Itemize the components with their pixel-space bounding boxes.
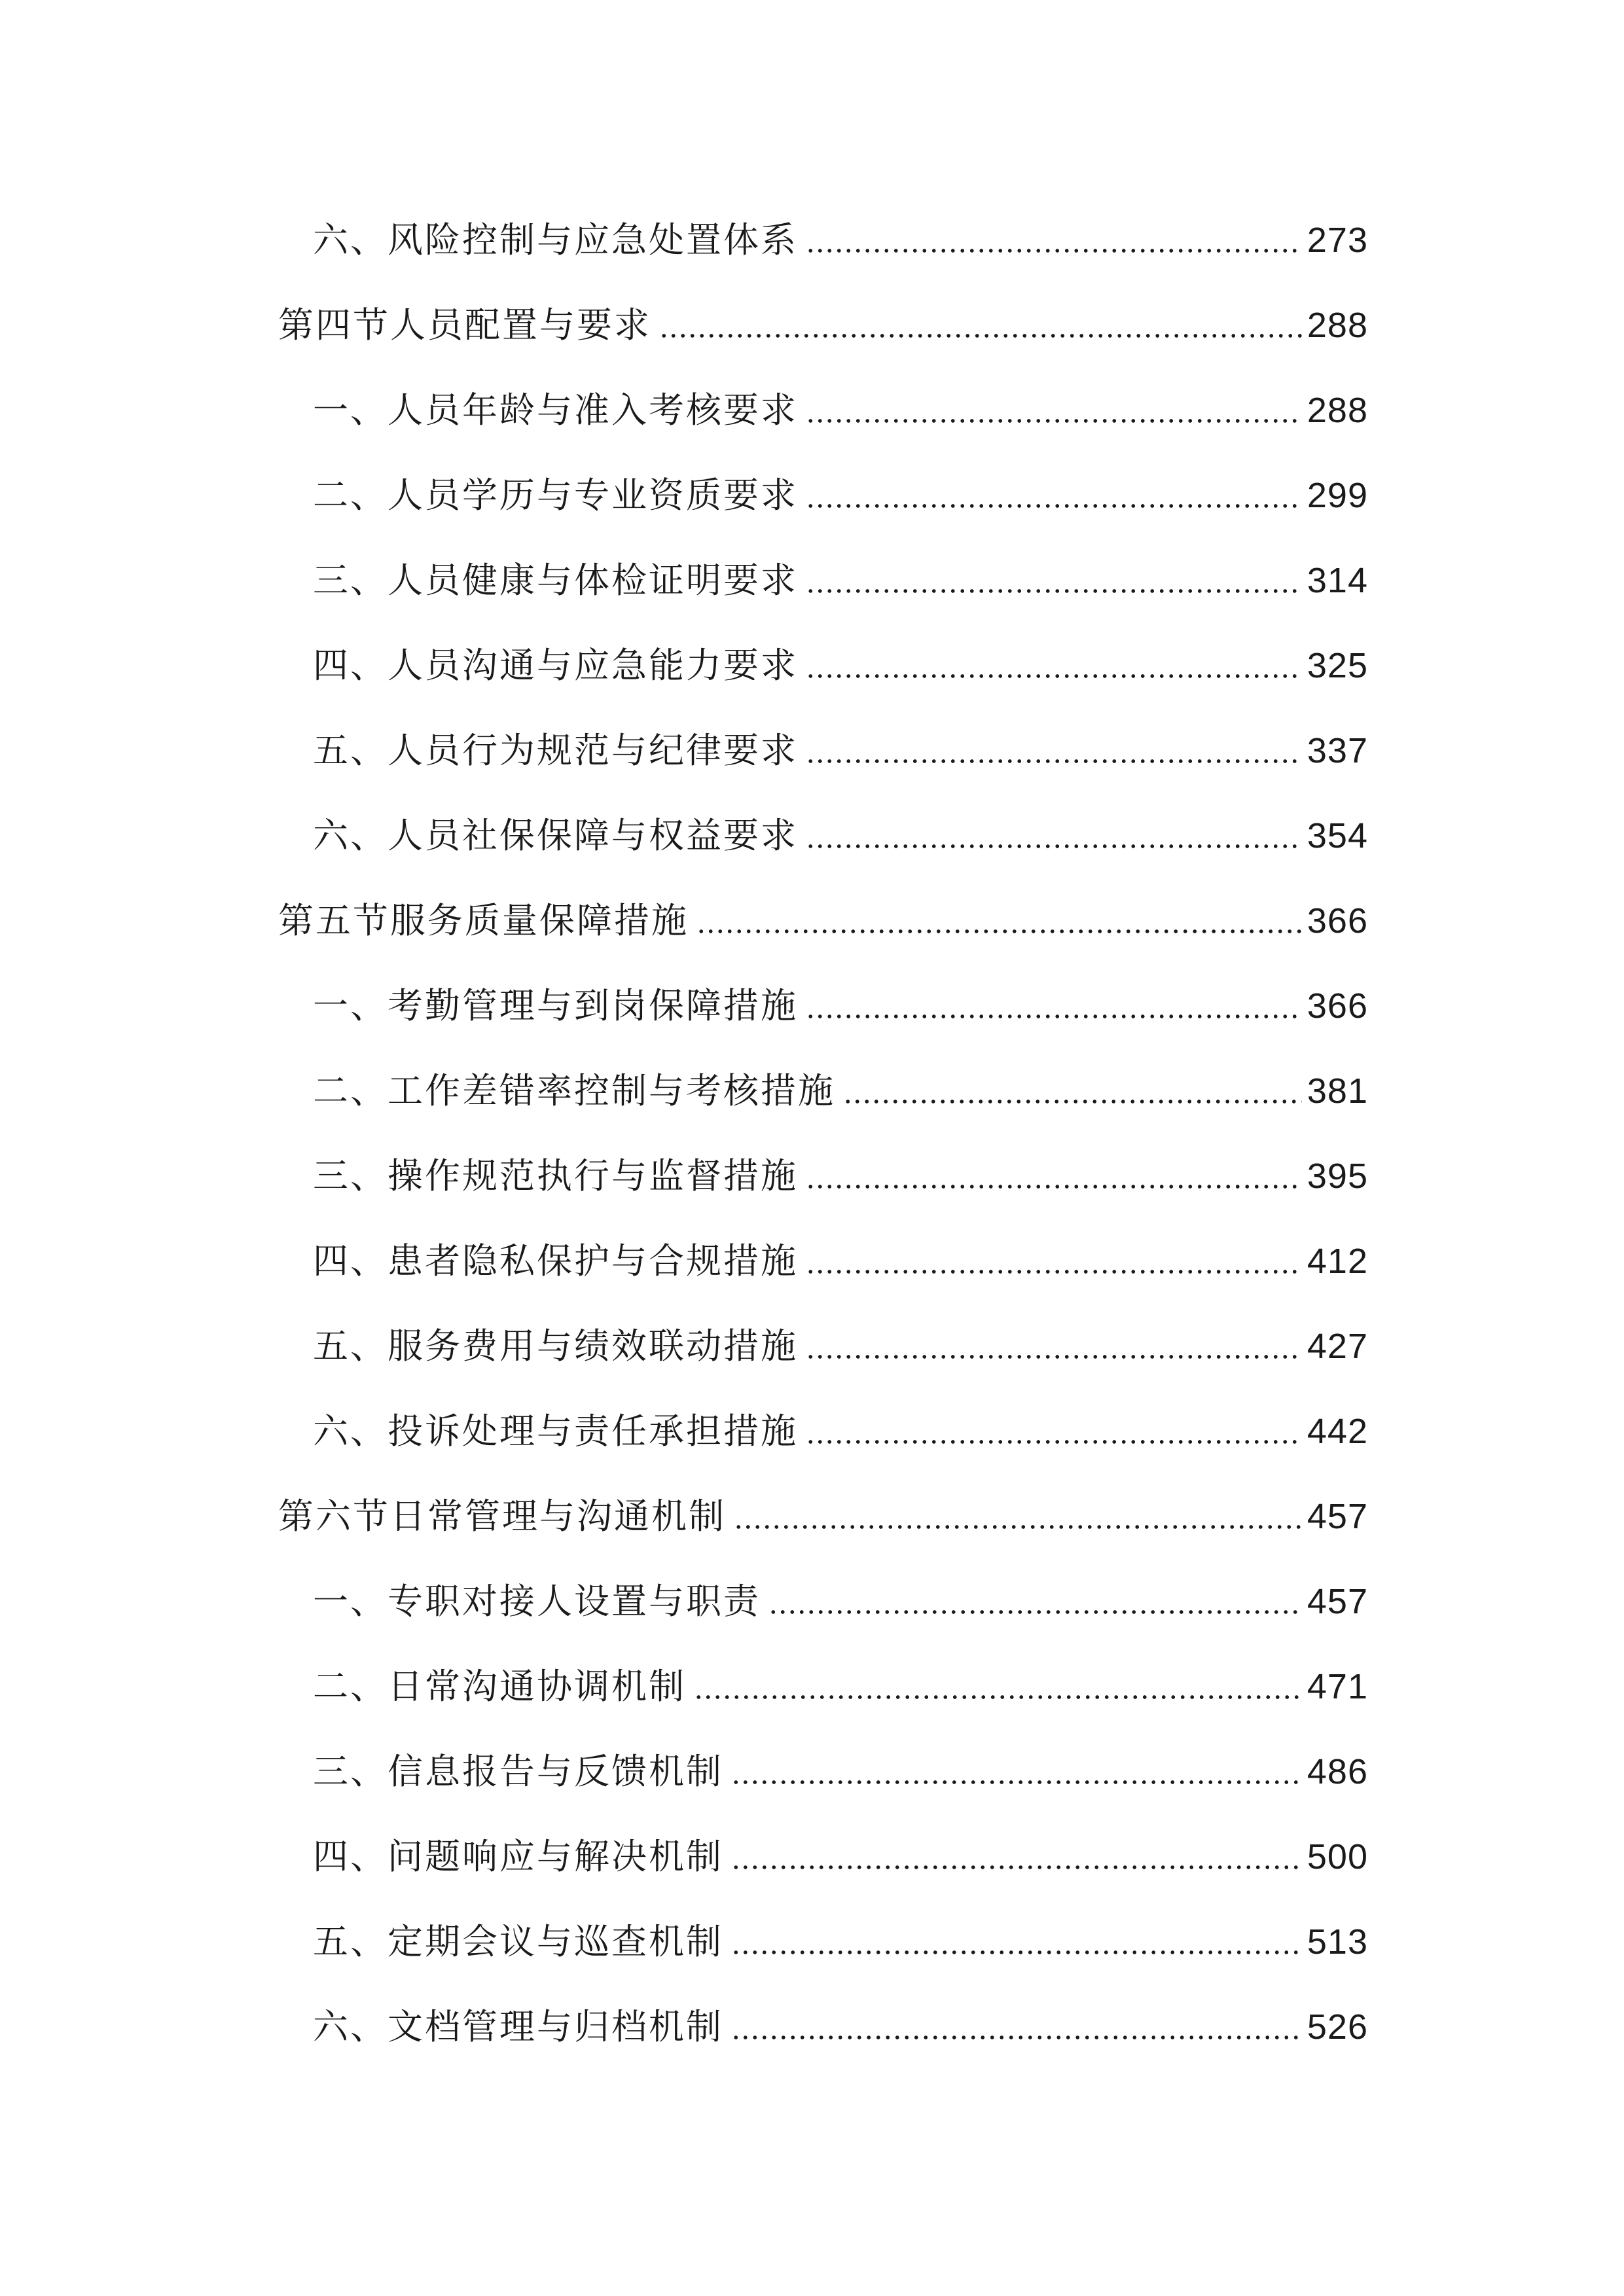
toc-entry-title: 六、投诉处理与责任承担措施 (313, 1410, 798, 1452)
toc-entry-title: 六、文档管理与归档机制 (313, 2006, 723, 2047)
toc-entry-title: 二、工作差错率控制与考核措施 (313, 1070, 835, 1111)
toc-entry-title: 第四节人员配置与要求 (278, 304, 651, 346)
toc-entry-page: 354 (1307, 816, 1368, 855)
toc-entry[interactable] (313, 1314, 1368, 1379)
toc-entry[interactable] (313, 1229, 1368, 1294)
toc-dot-leader (806, 502, 1302, 510)
toc-entry-title: 一、专职对接人设置与职责 (313, 1581, 761, 1622)
toc-entry[interactable] (313, 1569, 1368, 1634)
toc-entry-page: 381 (1307, 1071, 1368, 1111)
toc-entry-page: 314 (1307, 561, 1368, 600)
toc-entry[interactable] (313, 633, 1368, 698)
toc-entry-title: 三、操作规范执行与监督措施 (313, 1155, 798, 1196)
toc-entry[interactable] (313, 378, 1368, 443)
toc-dot-leader (806, 1183, 1302, 1191)
toc-entry-page: 366 (1307, 986, 1368, 1026)
toc-entry-title: 六、人员社保保障与权益要求 (313, 815, 798, 856)
toc-entry[interactable] (313, 1654, 1368, 1719)
toc-dot-leader (694, 1693, 1302, 1701)
toc-entry-title: 第六节日常管理与沟通机制 (278, 1496, 726, 1537)
toc-dot-leader (696, 927, 1302, 935)
toc-entry-page: 486 (1307, 1752, 1368, 1791)
toc-entry-title: 六、风险控制与应急处置体系 (313, 219, 798, 260)
toc-entry[interactable] (313, 207, 1368, 273)
toc-entry-page: 366 (1307, 901, 1368, 941)
toc-entry-page: 299 (1307, 476, 1368, 515)
toc-entry[interactable] (313, 803, 1368, 869)
toc-entry-title: 四、患者隐私保护与合规措施 (313, 1240, 798, 1282)
toc-entry[interactable] (313, 1399, 1368, 1464)
toc-entry[interactable] (313, 1909, 1368, 1975)
toc-entry-page: 325 (1307, 646, 1368, 685)
toc-dot-leader (659, 332, 1302, 340)
toc-entry-title: 三、信息报告与反馈机制 (313, 1751, 723, 1792)
toc-entry-page: 288 (1307, 306, 1368, 345)
toc-dot-leader (806, 1268, 1302, 1276)
toc-entry-page: 500 (1307, 1837, 1368, 1876)
toc-entry-page: 395 (1307, 1157, 1368, 1196)
toc-entry-page: 412 (1307, 1242, 1368, 1281)
toc-entry[interactable] (313, 1143, 1368, 1209)
toc-entry-title: 三、人员健康与体检证明要求 (313, 560, 798, 601)
toc-entry[interactable] (313, 718, 1368, 783)
toc-entry-section[interactable] (278, 293, 1368, 358)
toc-entry-title: 五、人员行为规范与纪律要求 (313, 730, 798, 771)
toc-dot-leader (806, 587, 1302, 595)
toc-entry-page: 471 (1307, 1667, 1368, 1706)
toc-entry[interactable] (313, 1994, 1368, 2060)
toc-dot-leader (806, 417, 1302, 425)
toc-entry-section[interactable] (278, 1484, 1368, 1549)
toc-dot-leader (806, 842, 1302, 850)
toc-entry-page: 457 (1307, 1582, 1368, 1621)
toc-entry-title: 一、人员年龄与准入考核要求 (313, 389, 798, 431)
toc-entry-title: 五、服务费用与绩效联动措施 (313, 1325, 798, 1367)
toc-dot-leader (806, 672, 1302, 680)
toc-entry[interactable] (313, 1824, 1368, 1890)
toc-entry[interactable] (313, 1058, 1368, 1124)
toc-entry-title: 二、日常沟通协调机制 (313, 1666, 686, 1707)
toc-entry[interactable] (313, 463, 1368, 528)
toc-dot-leader (734, 1523, 1302, 1531)
toc-entry-title: 四、人员沟通与应急能力要求 (313, 645, 798, 686)
toc-dot-leader (768, 1608, 1302, 1616)
toc-dot-leader (731, 1778, 1302, 1786)
toc-entry-page: 288 (1307, 391, 1368, 430)
toc-dot-leader (731, 2034, 1302, 2041)
toc-dot-leader (731, 1863, 1302, 1871)
toc-entry-page: 442 (1307, 1412, 1368, 1451)
toc-entry-title: 四、问题响应与解决机制 (313, 1836, 723, 1877)
toc-entry-title: 一、考勤管理与到岗保障措施 (313, 985, 798, 1026)
toc-dot-leader (806, 1353, 1302, 1361)
toc-dot-leader (806, 247, 1302, 255)
toc-entry-title: 五、定期会议与巡查机制 (313, 1921, 723, 1962)
toc-dot-leader (731, 1948, 1302, 1956)
toc-entry-page: 526 (1307, 2007, 1368, 2047)
toc-dot-leader (843, 1098, 1302, 1105)
toc-entry-page: 337 (1307, 731, 1368, 770)
toc-entry-page: 427 (1307, 1327, 1368, 1366)
toc-entry-title: 二、人员学历与专业资质要求 (313, 475, 798, 516)
toc-entry[interactable] (313, 1739, 1368, 1804)
toc-entry[interactable] (313, 973, 1368, 1039)
toc-entry[interactable] (313, 548, 1368, 613)
toc-dot-leader (806, 1438, 1302, 1446)
toc-entry-page: 273 (1307, 221, 1368, 260)
toc-entry-section[interactable] (278, 888, 1368, 954)
toc-dot-leader (806, 757, 1302, 765)
toc-entry-page: 457 (1307, 1497, 1368, 1536)
toc-dot-leader (806, 1013, 1302, 1020)
toc-entry-title: 第五节服务质量保障措施 (278, 900, 689, 941)
toc-entry-page: 513 (1307, 1922, 1368, 1962)
